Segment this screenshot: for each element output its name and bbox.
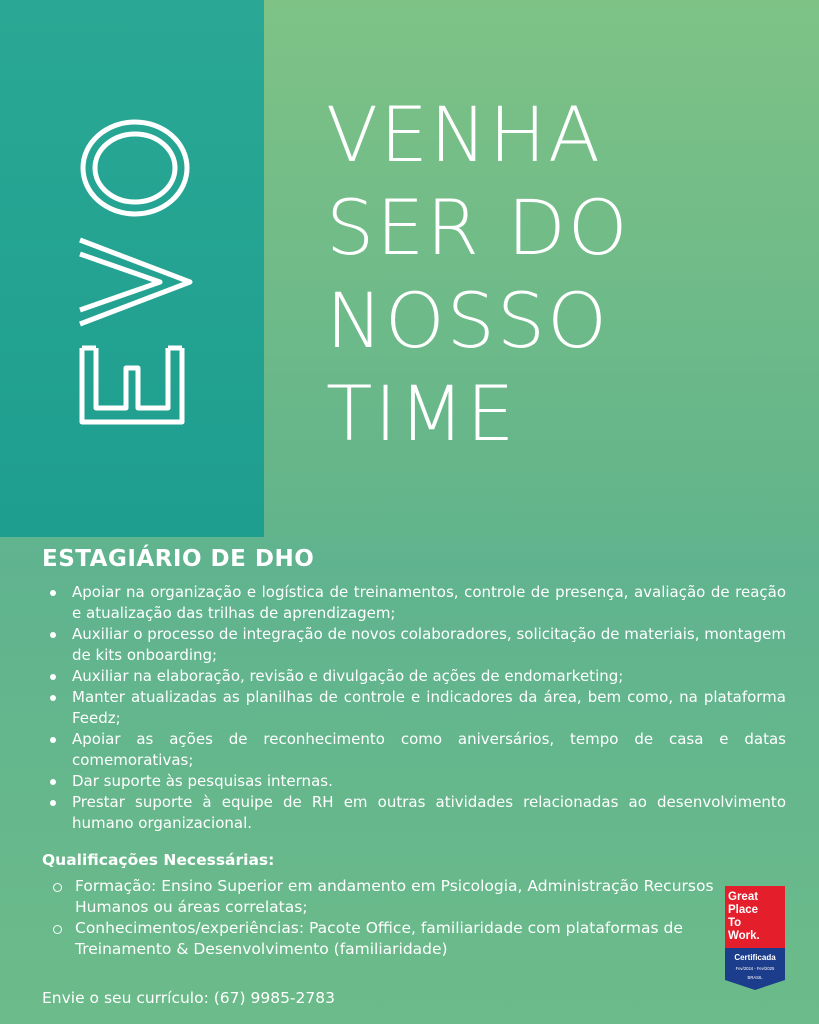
evo-logo [70,110,200,440]
logo-text: EVO [70,110,73,111]
duty-item: Manter atualizadas as planilhas de controle e indicadores da área, bem como, na plataforma Feedz; [72,688,786,727]
left-panel [0,0,264,537]
badge-period: Fev/2024 - Fev/2025 [735,966,775,971]
qualifications-title: Qualificações Necessárias: [42,851,275,869]
headline [326,88,796,460]
duty-item: Auxiliar o processo de integração de novos colaboradores, solicitação de materiais, montagem de kits onboarding; [72,625,786,664]
duty-item: Apoiar as ações de reconhecimento como aniversários, tempo de casa e datas comemorativas; [72,730,786,769]
qualification-item: Formação: Ensino Superior em andamento em Psicologia, Administração Recursos Humanos ou áreas correlatas; [75,876,775,918]
badge-country: BRASIL [747,975,763,980]
duty-item: Dar suporte às pesquisas internas. [72,771,786,792]
duties-list [42,582,786,834]
duty-item: Auxiliar na elaboração, revisão e divulgação de ações de endomarketing; [72,666,786,687]
badge-line-4: Work. [728,930,760,942]
great-place-to-work-badge [724,886,786,990]
badge-line-3: To [728,917,742,929]
badge-line-1: Great [728,891,759,903]
headline-line-1: VENHA [326,90,602,179]
qualifications-list [42,876,775,960]
headline-line-4: TIME [326,369,517,458]
badge-certified: Certificada [734,953,776,962]
badge-line-2: Place [728,904,759,916]
contact-line: Envie o seu currículo: (67) 9985-2783 [42,989,335,1007]
duty-item: Apoiar na organização e logística de treinamentos, controle de presença, avaliação de reação e atualização das trilhas de aprendizagem; [72,583,786,622]
duty-item: Prestar suporte à equipe de RH em outras atividades relacionadas ao desenvolvimento humano organizacional. [72,793,786,832]
qualification-item: Conhecimentos/experiências: Pacote Office, familiaridade com plataformas de Treinamento & Desenvolvimento (familiaridade) [75,918,775,960]
headline-line-2: SER DO [326,183,630,272]
job-title: ESTAGIÁRIO DE DHO [42,546,315,572]
headline-line-3: NOSSO [326,276,609,365]
